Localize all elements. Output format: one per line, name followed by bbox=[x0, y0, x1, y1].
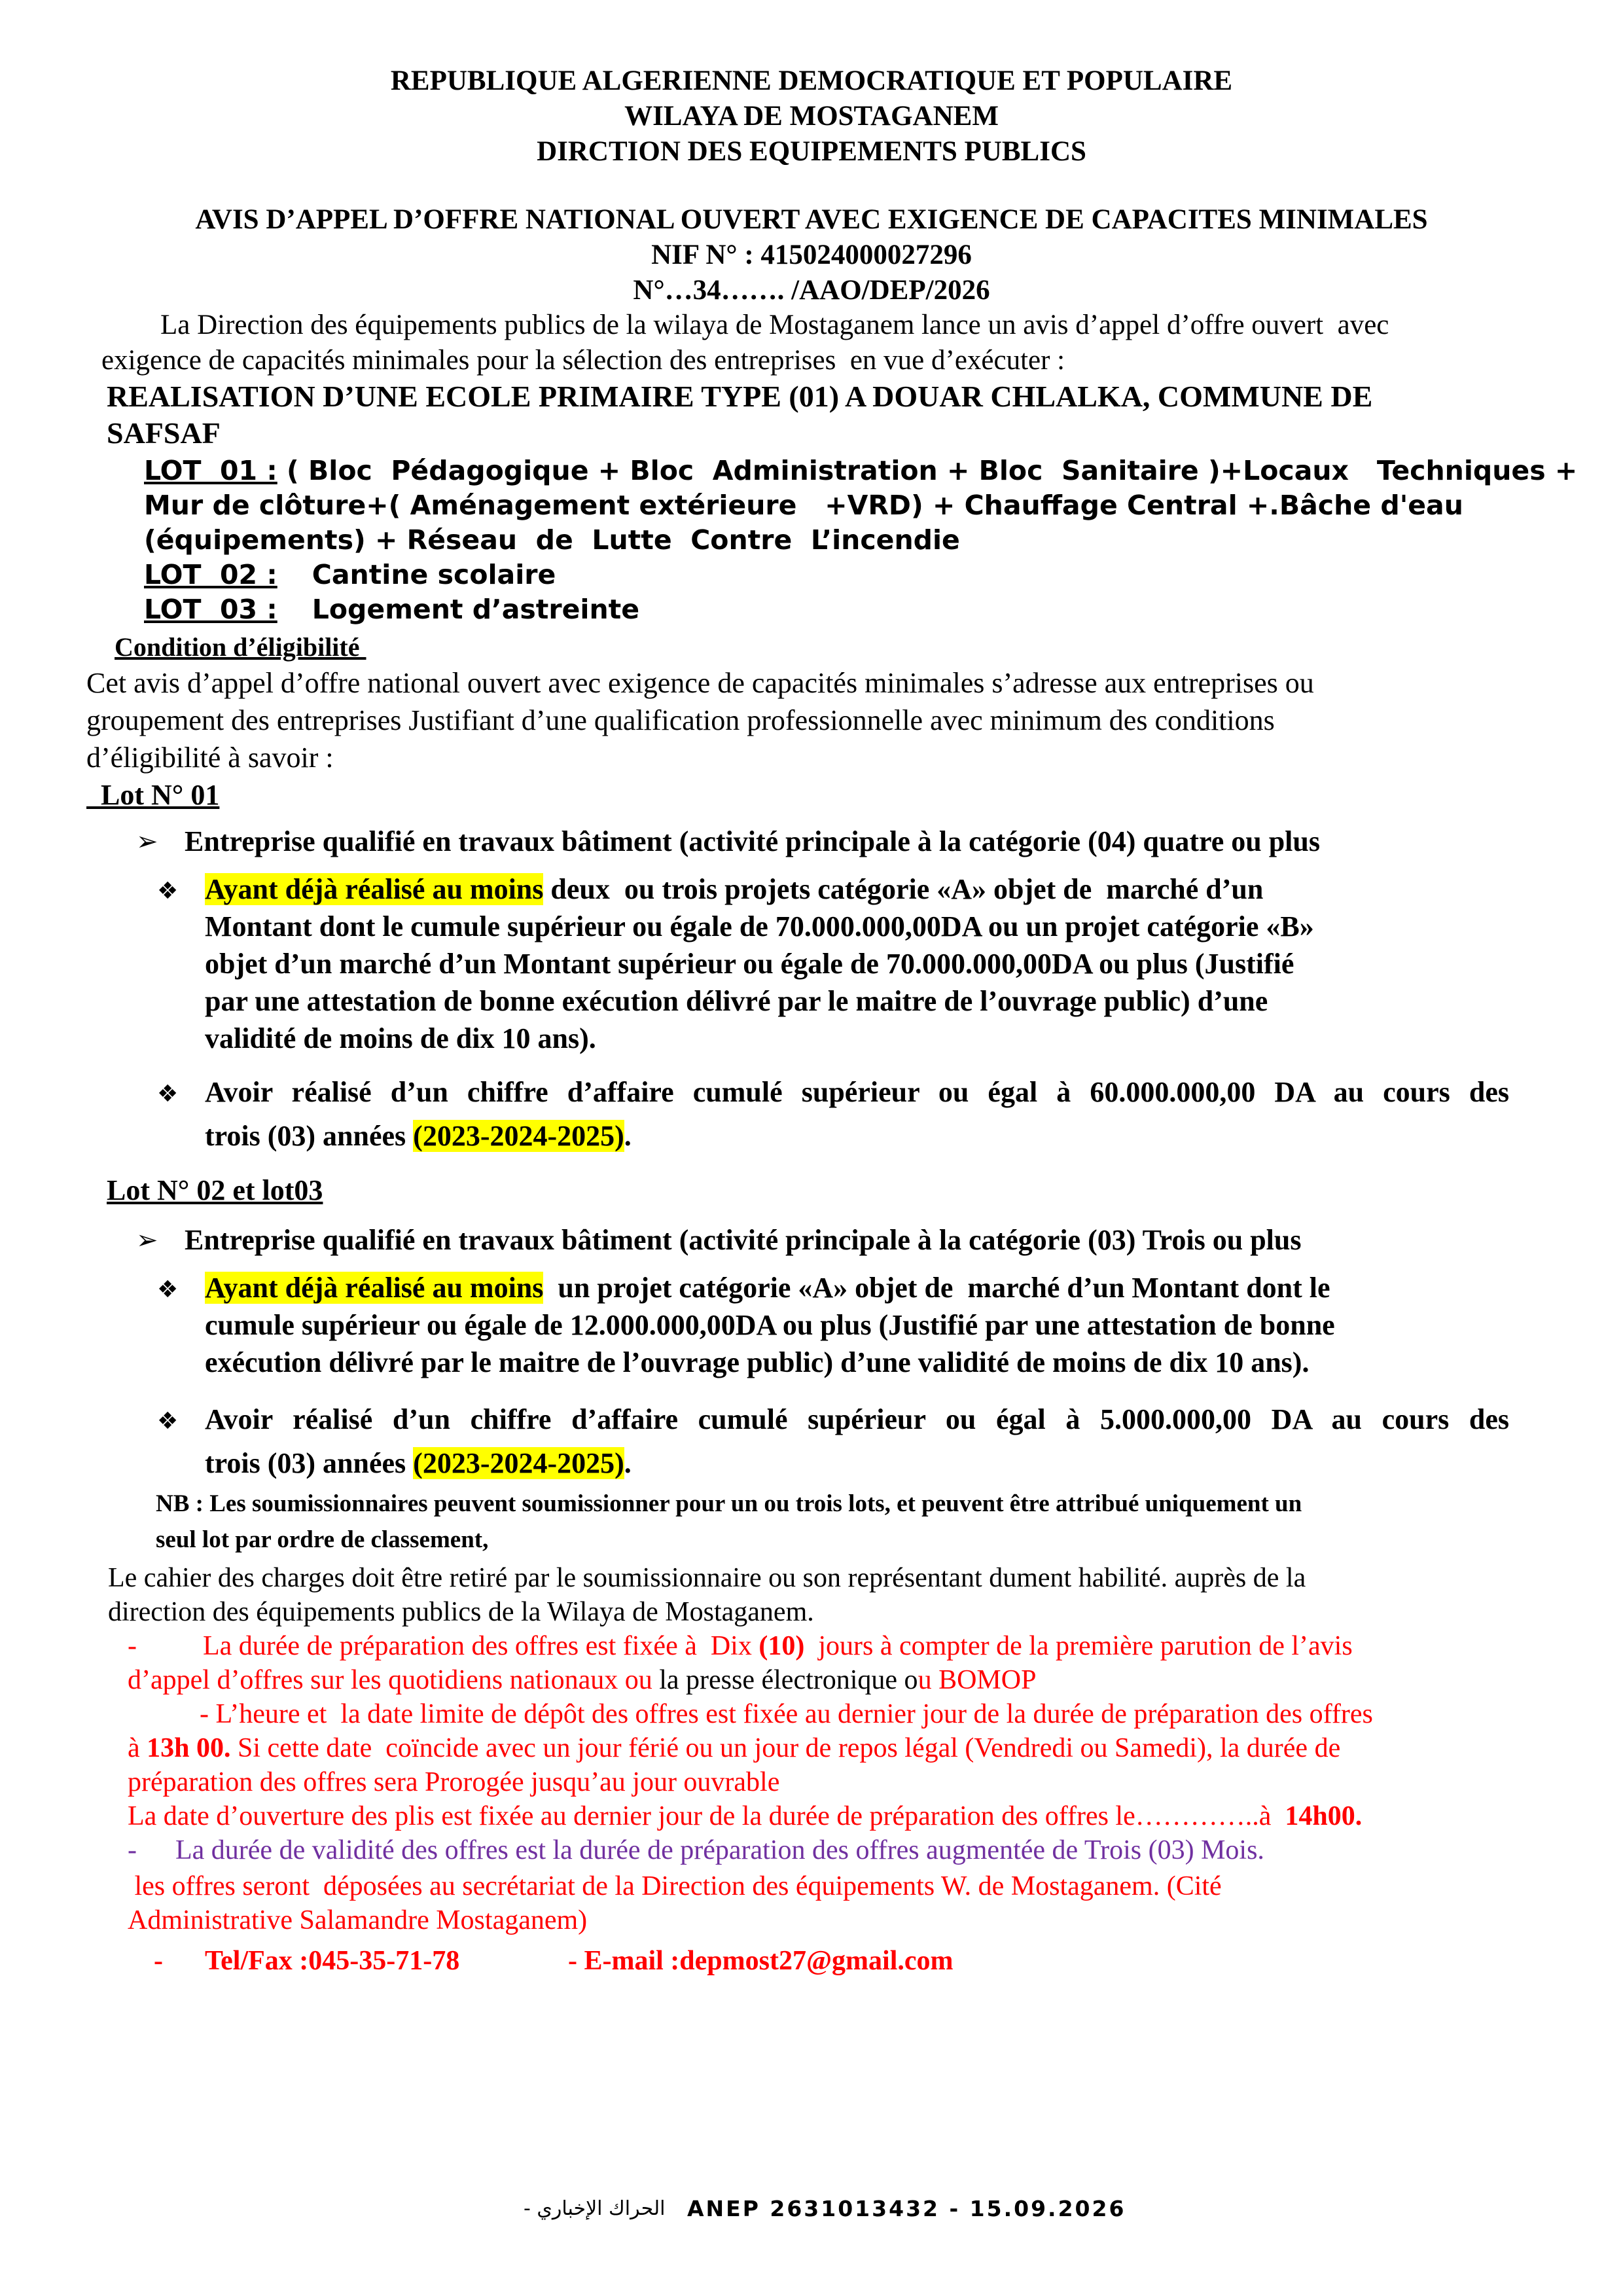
footer-anep: ANEP 2631013432 - 15.09.2026 bbox=[687, 2196, 1126, 2221]
validite-line: La durée de validité des offres est la durée de préparation des offres augmentée de Trois (03) Mois. bbox=[175, 1835, 1264, 1865]
lot-2-text: Cantine scolaire bbox=[312, 559, 556, 590]
lot-02-03-req1-line-2: cumule supérieur ou égale de 12.000.000,00DA ou plus (Justifié par une attestation de bonne bbox=[205, 1309, 1335, 1341]
lot-01-req2-years: (2023-2024-2025) bbox=[413, 1120, 624, 1152]
intro-line-1: La Direction des équipements publics de la wilaya de Mostaganem lance un avis d’appel d’offre ouvert avec bbox=[160, 310, 1389, 340]
header-direction: DIRCTION DES EQUIPEMENTS PUBLICS bbox=[537, 136, 1086, 167]
lot-02-03-req2-years: (2023-2024-2025) bbox=[413, 1447, 624, 1479]
lot-01-req1-line-4: par une attestation de bonne exécution délivré par le maitre de l’ouvrage public) d’une bbox=[205, 985, 1268, 1017]
heure-line-3: préparation des offres sera Prorogée jusqu’au jour ouvrable bbox=[128, 1767, 780, 1797]
tel-fax: Tel/Fax :045-35-71-78 bbox=[205, 1946, 460, 1976]
header-republic: REPUBLIQUE ALGERIENNE DEMOCRATIQUE ET POPULAIRE bbox=[390, 65, 1233, 96]
lot-01-req2-line-1: Avoir réalisé d’un chiffre d’affaire cumulé supérieur ou égal à 60.000.000,00 DA au cours des bbox=[205, 1076, 1509, 1108]
lot-01-req1-line-3: objet d’un marché d’un Montant supérieur ou égale de 70.000.000,00DA ou plus (Justifié bbox=[205, 948, 1294, 980]
lot-2-line bbox=[144, 557, 556, 592]
duree-line-2: d’appel d’offres sur les quotidiens nationaux ou la presse électronique ou BOMOP bbox=[128, 1665, 1037, 1695]
notice-number: N°…34……. /AAO/DEP/2026 bbox=[633, 275, 990, 306]
arrow-bullet-icon: ➢ bbox=[136, 827, 158, 857]
validite-dash: - bbox=[128, 1835, 137, 1865]
lot-3-text: Logement d’astreinte bbox=[312, 594, 640, 625]
lot-02-03-req2-prefix: trois (03) années bbox=[205, 1447, 414, 1479]
nb-line-1: NB : Les soumissionnaires peuvent soumissionner pour un ou trois lots, et peuvent être attribué uniquement un bbox=[156, 1490, 1302, 1517]
lot-01-req1-line-1 bbox=[205, 870, 1488, 908]
lot-1-label: LOT 01 : bbox=[144, 455, 277, 486]
depot-line-2: Administrative Salamandre Mostaganem) bbox=[128, 1905, 588, 1935]
lot-1-line-2: Mur de clôture+( Aménagement extérieure +VRD) + Chauffage Central +.Bâche d'eau bbox=[144, 490, 1463, 521]
lot-1-text-1: ( Bloc Pédagogique + Bloc Administration + Bloc Sanitaire )+Locaux Techniques + bbox=[277, 455, 1578, 486]
lot-02-03-req2-line-2: trois (03) années (2023-2024-2025). bbox=[205, 1447, 632, 1479]
eligibility-heading: Condition d’éligibilité bbox=[115, 632, 366, 662]
nb-line-2: seul lot par ordre de classement, bbox=[156, 1526, 489, 1553]
project-title-line-2: SAFSAF bbox=[107, 416, 221, 450]
lot-1-line-1 bbox=[144, 453, 1577, 488]
lot-02-03-qualification: Entreprise qualifié en travaux bâtiment (activité principale à la catégorie (03) Trois ou plus bbox=[185, 1224, 1302, 1256]
lot-02-03-req1-line-1 bbox=[205, 1269, 1330, 1307]
lot-02-03-heading: Lot N° 02 et lot03 bbox=[107, 1174, 323, 1206]
lot-2-label: LOT 02 : bbox=[144, 559, 277, 590]
eligibility-line-3: d’éligibilité à savoir : bbox=[86, 742, 334, 774]
eligibility-line-2: groupement des entreprises Justifiant d’une qualification professionnelle avec minimum des conditions bbox=[86, 704, 1275, 736]
duree-line-1: La durée de préparation des offres est fixée à Dix (10) jours à compter de la première parution de l’avis bbox=[203, 1631, 1353, 1661]
lot-01-req2-prefix: trois (03) années bbox=[205, 1120, 414, 1152]
lot-02-03-req1-highlight: Ayant déjà réalisé au moins bbox=[205, 1272, 544, 1304]
lot-01-req1-line-5: validité de moins de dix 10 ans). bbox=[205, 1022, 596, 1054]
cahier-line-1: Le cahier des charges doit être retiré par le soumissionnaire ou son représentant dument habilité. auprès de la bbox=[108, 1563, 1306, 1593]
lot-02-03-req1-line-3: exécution délivré par le maitre de l’ouvrage public) d’une validité de moins de dix 10 ans). bbox=[205, 1346, 1310, 1378]
nif-number: NIF N° : 415024000027296 bbox=[651, 240, 972, 270]
lot-1-line-3: (équipements) + Réseau de Lutte Contre L’incendie bbox=[144, 524, 960, 556]
notice-title: AVIS D’APPEL D’OFFRE NATIONAL OUVERT AVEC EXIGENCE DE CAPACITES MINIMALES bbox=[195, 204, 1428, 235]
contact-dash: - bbox=[154, 1946, 163, 1976]
depot-line-1: les offres seront déposées au secrétariat de la Direction des équipements W. de Mostaganem. (Cité bbox=[128, 1871, 1222, 1901]
cahier-line-2: direction des équipements publics de la Wilaya de Mostaganem. bbox=[108, 1597, 814, 1627]
lot-3-line bbox=[144, 592, 639, 627]
duree-dash: - bbox=[128, 1631, 137, 1661]
lot-01-req2-line-2: trois (03) années (2023-2024-2025). bbox=[205, 1120, 632, 1152]
lot-01-req1-line-2: Montant dont le cumule supérieur ou égale de 70.000.000,00DA ou un projet catégorie «B» bbox=[205, 910, 1314, 942]
lot-02-03-req1-line-1-rest: un projet catégorie «A» objet de marché d’un Montant dont le bbox=[543, 1272, 1330, 1304]
diamond-bullet-icon: ❖ bbox=[157, 1081, 179, 1107]
ouverture-line: La date d’ouverture des plis est fixée au dernier jour de la durée de préparation des offres le…………..à 14h00. bbox=[128, 1801, 1363, 1831]
diamond-bullet-icon: ❖ bbox=[157, 1276, 179, 1303]
lot-01-req1-line-1-rest: deux ou trois projets catégorie «A» objet de marché d’un bbox=[543, 873, 1264, 905]
lot-02-03-req2-line-1: Avoir réalisé d’un chiffre d’affaire cumulé supérieur ou égal à 5.000.000,00 DA au cours des bbox=[205, 1403, 1509, 1435]
eligibility-line-1: Cet avis d’appel d’offre national ouvert avec exigence de capacités minimales s’adresse aux entreprises ou bbox=[86, 667, 1314, 699]
arrow-bullet-icon: ➢ bbox=[136, 1225, 158, 1255]
diamond-bullet-icon: ❖ bbox=[157, 1408, 179, 1435]
footer-arabic: الحراك الإخباري - bbox=[524, 2197, 666, 2220]
lot-01-req1-highlight: Ayant déjà réalisé au moins bbox=[205, 873, 544, 905]
project-title-line-1: REALISATION D’UNE ECOLE PRIMAIRE TYPE (01) A DOUAR CHLALKA, COMMUNE DE bbox=[107, 380, 1373, 413]
heure-line-2: à 13h 00. Si cette date coïncide avec un jour férié ou un jour de repos légal (Vendredi ou Samedi), la durée de bbox=[128, 1733, 1341, 1763]
lot-01-qualification: Entreprise qualifié en travaux bâtiment (activité principale à la catégorie (04) quatre ou plus bbox=[185, 825, 1320, 857]
lot-01-heading: Lot N° 01 bbox=[86, 779, 220, 811]
lot-3-label: LOT 03 : bbox=[144, 594, 277, 625]
heure-line-1: - L’heure et la date limite de dépôt des offres est fixée au dernier jour de la durée de préparation des offres bbox=[200, 1699, 1373, 1729]
intro-line-2: exigence de capacités minimales pour la sélection des entreprises en vue d’exécuter : bbox=[101, 345, 1065, 376]
diamond-bullet-icon: ❖ bbox=[157, 878, 179, 905]
email-contact: - E-mail :depmost27@gmail.com bbox=[568, 1946, 954, 1976]
header-wilaya: WILAYA DE MOSTAGANEM bbox=[624, 101, 999, 132]
